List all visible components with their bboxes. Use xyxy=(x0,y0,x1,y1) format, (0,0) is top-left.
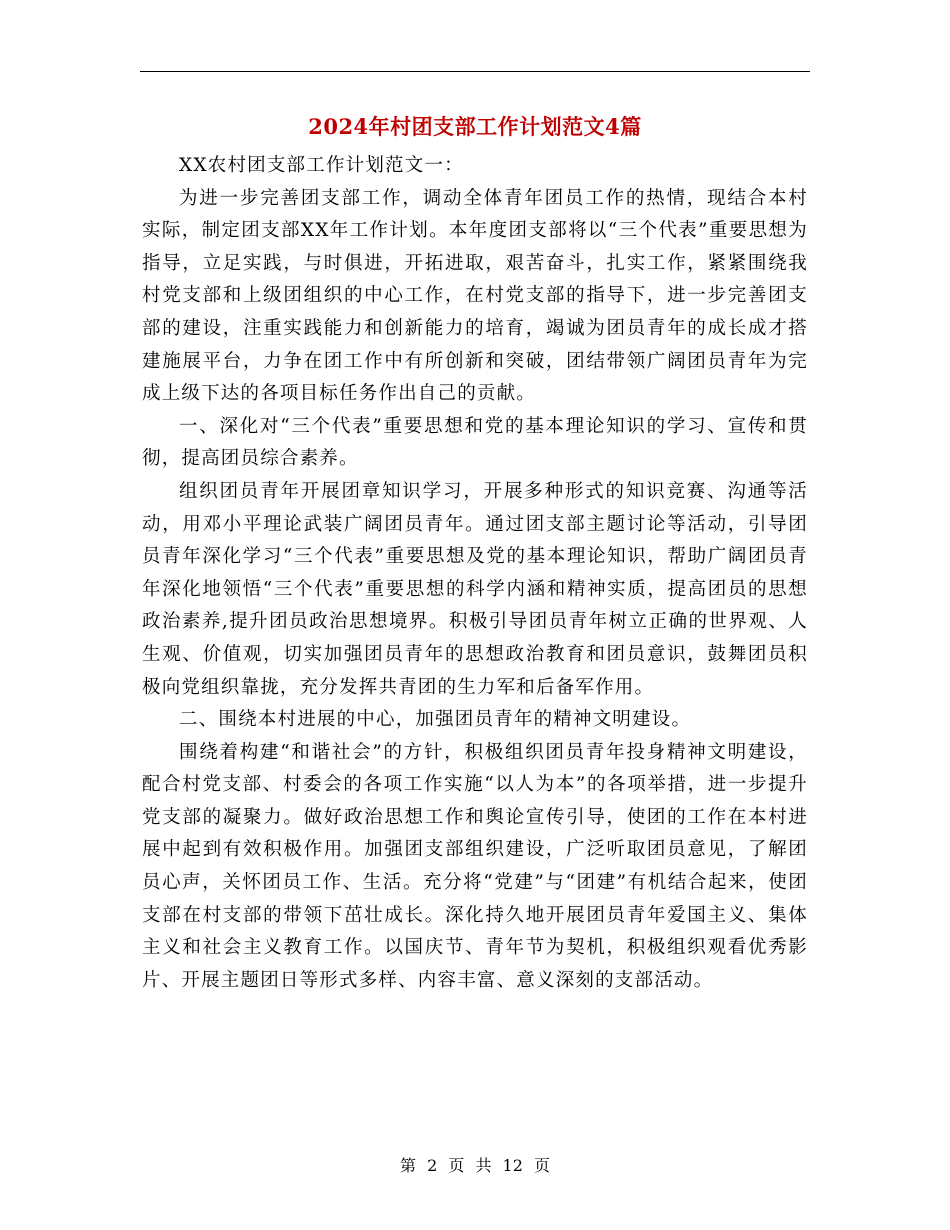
paragraph-section-2: 围绕着构建“和谐社会”的方针，积极组织团员青年投身精神文明建设，配合村党支部、村委会的各项工作实施“以人为本”的各项举措，进一步提升党支部的凝聚力。做好政治思想工作和舆论宣传引导，使团的工作在本村进展中起到有效积极作用。加强团支部组织建设，广泛听取团员意见，了解团员心声，关怀团员工作、生活。充分将“党建”与“团建”有机结合起来，使团支部在村支部的带领下茁壮成长。深化持久地开展团员青年爱国主义、集体主义和社会主义教育工作。以国庆节、青年节为契机，积极组织观看优秀影片、开展主题团日等形式多样、内容丰富、意义深刻的支部活动。 xyxy=(142,741,808,991)
page-footer: 第 2 页 共 12 页 xyxy=(400,1156,550,1175)
document-body xyxy=(142,150,808,997)
paragraph-section-1: 组织团员青年开展团章知识学习，开展多种形式的知识竞赛、沟通等活动，用邓小平理论武装广阔团员青年。通过团支部主题讨论等活动，引导团员青年深化学习“三个代表”重要思想及党的基本理论知识，帮助广阔团员青年深化地领悟“三个代表”重要思想的科学内涵和精神实质，提高团员的思想政治素养,提升团员政治思想境界。积极引导团员青年树立正确的世界观、人生观、价值观，切实加强团员青年的思想政治教育和团员意识，鼓舞团员积极向党组织靠拢，充分发挥共青团的生力军和后备军作用。 xyxy=(142,480,808,698)
section-heading-1: 一、深化对“三个代表”重要思想和党的基本理论知识的学习、宣传和贯彻，提高团员综合素养。 xyxy=(142,415,808,470)
document-title: 2024年村团支部工作计划范文4篇 xyxy=(308,114,642,139)
paragraph-intro: 为进一步完善团支部工作，调动全体青年团员工作的热情，现结合本村实际，制定团支部XX年工作计划。本年度团支部将以“三个代表”重要思想为指导，立足实践，与时俱进，开拓进取，艰苦奋斗，扎实工作，紧紧围绕我村党支部和上级团组织的中心工作，在村党支部的指导下，进一步完善团支部的建设，注重实践能力和创新能力的培育，竭诚为团员青年的成长成才搭建施展平台，力争在团工作中有所创新和突破，团结带领广阔团员青年为完成上级下达的各项目标任务作出自己的贡献。 xyxy=(142,187,808,405)
paragraph-subtitle: XX农村团支部工作计划范文一： xyxy=(179,155,464,176)
header-rule xyxy=(140,71,810,72)
section-heading-2: 二、围绕本村进展的中心，加强团员青年的精神文明建设。 xyxy=(179,709,692,731)
